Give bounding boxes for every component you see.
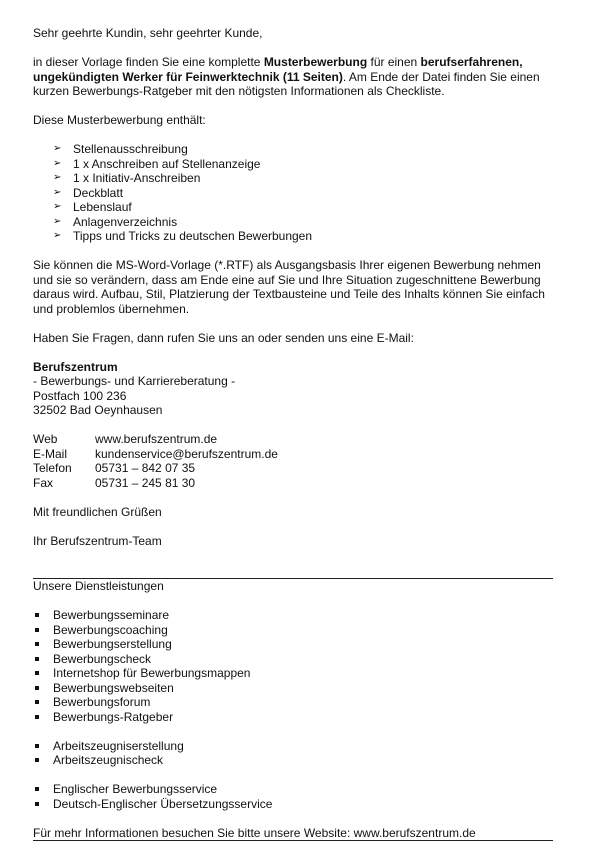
- contact-table: [33, 432, 553, 490]
- contact-label: Web: [33, 432, 58, 446]
- contact-row-phone: [33, 461, 553, 476]
- intro-text-3: . Am Ende der Datei finden Sie einen kurzen Bewerbungs-Ratgeber mit den nötigsten Informationen als Checkliste.: [33, 69, 540, 98]
- services-list-2: [33, 739, 553, 768]
- contact-row-email: [33, 447, 553, 462]
- contents-item: ➢ Stellenausschreibung: [53, 142, 553, 157]
- footer-text: Für mehr Informationen besuchen Sie bitte unsere Website: www.berufszentrum.de: [33, 825, 476, 840]
- service-item: Bewerbungswebseiten: [33, 681, 553, 696]
- contents-item: ➢ Anlagenverzeichnis: [53, 215, 553, 230]
- contact-row-fax: [33, 476, 553, 491]
- contents-heading: Diese Musterbewerbung enthält:: [33, 113, 206, 127]
- service-item: Arbeitszeugnischeck: [33, 753, 553, 768]
- contents-item: ➢ Tipps und Tricks zu deutschen Bewerbungen: [53, 229, 553, 244]
- service-item: Bewerbungserstellung: [33, 637, 553, 652]
- service-item: Bewerbungscoaching: [33, 623, 553, 638]
- contact-label: Telefon: [33, 461, 72, 475]
- contents-item: ➢ 1 x Anschreiben auf Stellenanzeige: [53, 157, 553, 172]
- closing: Mit freundlichen Grüßen: [33, 504, 162, 519]
- questions-paragraph: Haben Sie Fragen, dann rufen Sie uns an oder senden uns eine E-Mail:: [33, 330, 414, 345]
- service-item: Deutsch-Englischer Übersetzungsservice: [33, 797, 553, 812]
- contents-item: ➢ 1 x Initiativ-Anschreiben: [53, 171, 553, 186]
- service-item: Internetshop für Bewerbungsmappen: [33, 666, 553, 681]
- contact-label: E-Mail: [33, 446, 68, 461]
- company-name: Berufszentrum: [33, 359, 118, 374]
- intro-paragraph: [33, 55, 553, 99]
- signature: Ihr Berufszentrum-Team: [33, 533, 162, 548]
- contact-phone-value: 05731 – 842 07 35: [95, 461, 196, 475]
- service-item: Arbeitszeugniserstellung: [33, 739, 553, 754]
- contents-item: ➢ Lebenslauf: [53, 200, 553, 215]
- contents-item: ➢ Deckblatt: [53, 186, 553, 201]
- service-item: Bewerbungsseminare: [33, 608, 553, 623]
- footer-divider: [33, 840, 553, 841]
- company-tagline: - Bewerbungs- und Karriereberatung -: [33, 374, 236, 388]
- contact-row-web: [33, 432, 553, 447]
- intro-bold-2: berufserfahrenen, ungekündigten Werker für Feinwerktechnik (11 Seiten): [33, 55, 523, 84]
- document-page: [33, 26, 553, 841]
- service-item: Bewerbungsforum: [33, 695, 553, 710]
- services-list-1: [33, 608, 553, 724]
- service-item: Englischer Bewerbungsservice: [33, 782, 553, 797]
- intro-text-2: für einen: [367, 55, 421, 69]
- company-postbox: Postfach 100 236: [33, 388, 127, 403]
- services-heading: Unsere Dienstleistungen: [33, 579, 164, 593]
- service-item: Bewerbungs-Ratgeber: [33, 710, 553, 725]
- company-city: 32502 Bad Oeynhausen: [33, 403, 163, 417]
- services-list-3: [33, 782, 553, 811]
- contact-fax-value: 05731 – 245 81 30: [95, 475, 196, 490]
- service-item: Bewerbungscheck: [33, 652, 553, 667]
- contents-list: [33, 142, 553, 244]
- usage-paragraph: Sie können die MS-Word-Vorlage (*.RTF) als Ausgangsbasis Ihrer eigenen Bewerbung nehmen und sie so verändern, dass am Ende eine auf Sie und Ihre Situation zugeschnittene Bewerbung daraus wird. Aufbau, Stil, Platzierung der Textbausteine und Teile des Inhalts können Sie einfach und problemlos übernehmen.: [33, 258, 545, 316]
- contact-email-link[interactable]: kundenservice@berufszentrum.de: [95, 446, 278, 461]
- contact-web-link[interactable]: www.berufszentrum.de: [95, 432, 218, 446]
- contact-label: Fax: [33, 475, 54, 490]
- intro-bold-1: Musterbewerbung: [263, 55, 368, 69]
- intro-text-1: in dieser Vorlage finden Sie eine komplette: [33, 55, 264, 69]
- salutation: Sehr geehrte Kundin, sehr geehrter Kunde,: [33, 26, 263, 40]
